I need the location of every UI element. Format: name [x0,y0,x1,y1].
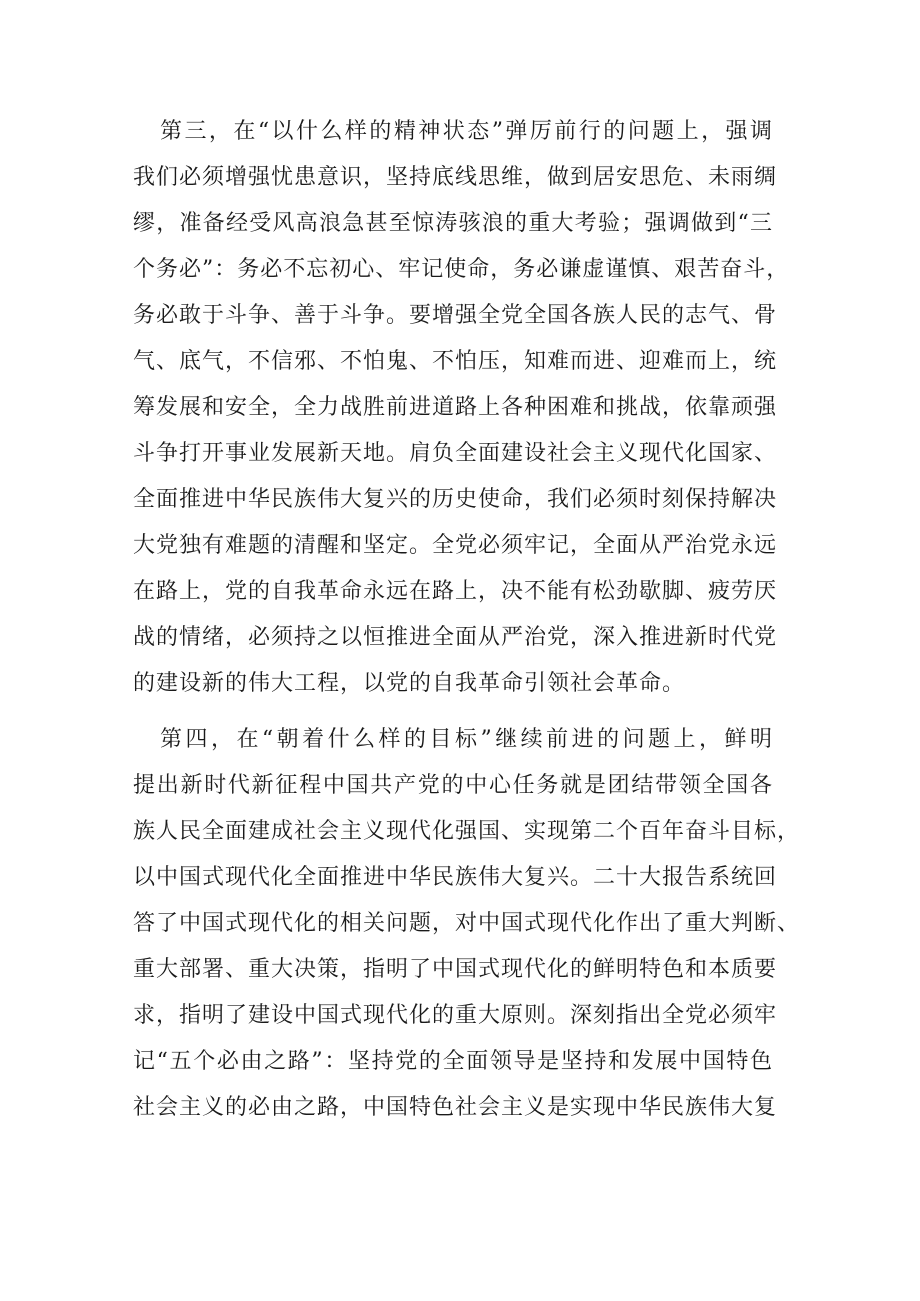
paragraph-2-line-2: 提出新时代新征程中国共产党的中心任务就是团结带领全国各 [133,773,773,798]
paragraph-1-line-3: 缪，准备经受风高浪急甚至惊涛骇浪的重大考验；强调做到“三 [133,211,773,236]
paragraph-1-line-11: 在路上，党的自我革命永远在路上，决不能有松劲歇脚、疲劳厌 [133,579,778,604]
paragraph-2-line-9: 社会主义的必由之路，中国特色社会主义是实现中华民族伟大复 [133,1095,778,1120]
paragraph-2-line-8: 记“五个必由之路”：坚持党的全面领导是坚持和发展中国特色 [133,1049,773,1074]
paragraph-1-line-5: 务必敢于斗争、善于斗争。要增强全党全国各族人民的志气、骨 [133,303,778,328]
paragraph-1-line-8: 斗争打开事业发展新天地。肩负全面建设社会主义现代化国家、 [133,441,778,466]
paragraph-2-line-3: 族人民全面建成社会主义现代化强国、实现第二个百年奋斗目标， [133,819,801,844]
paragraph-2-line-5: 答了中国式现代化的相关问题，对中国式现代化作出了重大判断、 [133,911,801,936]
paragraph-1-line-1: 第三，在“以什么样的精神状态”弹厉前行的问题上，强调 [160,119,773,144]
paragraph-1-line-7: 筹发展和安全，全力战胜前进道路上各种困难和挑战，依靠顽强 [133,395,778,420]
paragraph-1-line-13: 的建设新的伟大工程，以党的自我革命引领社会革命。 [133,671,686,696]
paragraph-1-line-9: 全面推进中华民族伟大复兴的历史使命，我们必须时刻保持解决 [133,487,778,512]
paragraph-2-line-7: 求，指明了建设中国式现代化的重大原则。深刻指出全党必须牢 [133,1003,778,1028]
paragraph-2-line-6: 重大部署、重大决策，指明了中国式现代化的鲜明特色和本质要 [133,957,778,982]
paragraph-1-line-4: 个务必”：务必不忘初心、牢记使命，务必谦虚谨慎、艰苦奋斗， [133,257,790,282]
paragraph-2-line-4: 以中国式现代化全面推进中华民族伟大复兴。二十大报告系统回 [133,865,778,890]
paragraph-2-line-1: 第四，在“朝着什么样的目标”继续前进的问题上，鲜明 [160,727,773,752]
paragraph-1-line-10: 大党独有难题的清醒和坚定。全党必须牢记，全面从严治党永远 [133,533,778,558]
paragraph-1-line-2: 我们必须增强忧患意识，坚持底线思维，做到居安思危、未雨绸 [133,165,778,190]
paragraph-1-line-12: 战的情绪，必须持之以恒推进全面从严治党，深入推进新时代党 [133,625,778,650]
paragraph-1-line-6: 气、底气，不信邪、不怕鬼、不怕压，知难而进、迎难而上，统 [133,349,778,374]
